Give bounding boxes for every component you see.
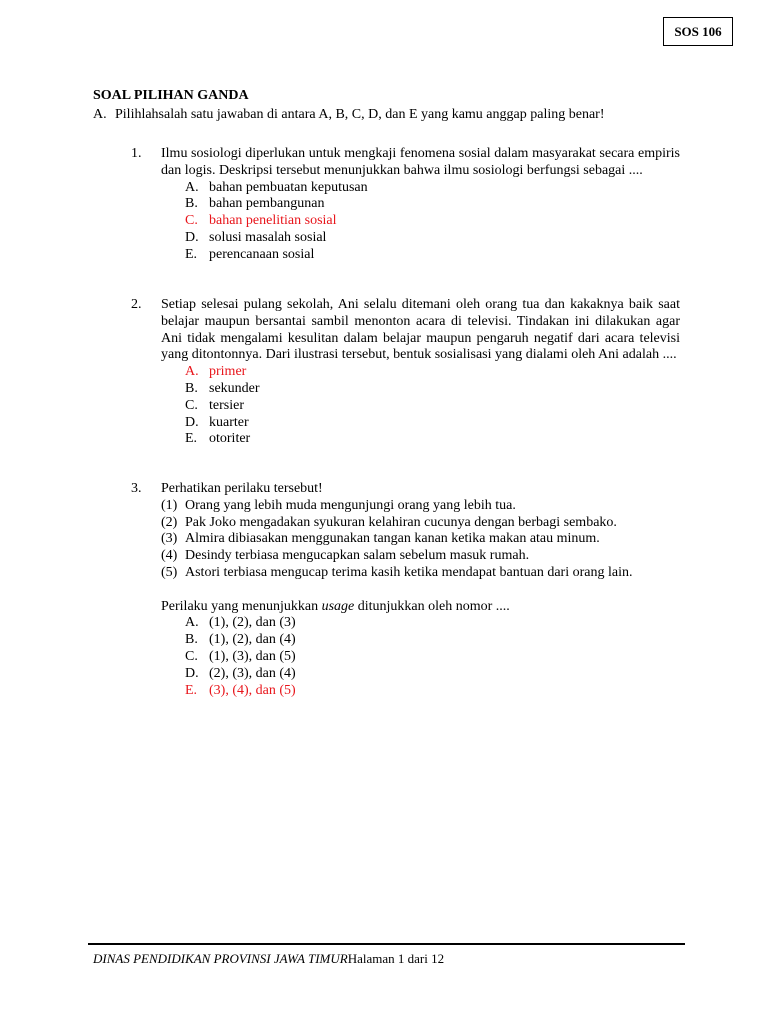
option-d: D. solusi masalah sosial — [185, 229, 327, 245]
instruction-text: Pilihlahsalah satu jawaban di antara A, B, C, D, dan E yang kamu anggap paling benar! — [115, 107, 605, 122]
footer-page: Halaman 1 dari 12 — [347, 951, 445, 966]
option-a: A. bahan pembuatan keputusan — [185, 179, 368, 195]
question-3 — [131, 481, 680, 699]
instruction — [93, 107, 604, 123]
question-number: 1. — [131, 146, 142, 161]
option-e: E. otoriter — [185, 431, 251, 447]
question-text: Perhatikan perilaku tersebut! — [161, 481, 323, 496]
usage-term: usage — [321, 598, 355, 614]
option-list — [185, 615, 680, 699]
option-c: C. (1), (3), dan (5) — [185, 648, 296, 664]
option-d: D. (2), (3), dan (4) — [185, 665, 296, 681]
question-text: Ilmu sosiologi diperlukan untuk mengkaji fenomena sosial dalam masyarakat secara empiris dan logis. Deskripsi tersebut menunjukkan bahwa ilmu sosiologi berfungsi sebagai .... — [161, 146, 680, 178]
question-number: 2. — [131, 297, 142, 312]
document-code: SOS 106 — [663, 17, 733, 46]
option-b: B. bahan pembangunan — [185, 196, 325, 212]
question-prompt: Perilaku yang menunjukkan usage ditunjukkan oleh nomor .... — [161, 598, 510, 614]
option-c-answer: C. bahan penelitian sosial — [185, 213, 337, 229]
statement-5: (5) Astori terbiasa mengucap terima kasih ketika mendapat bantuan dari orang lain. — [161, 564, 633, 580]
option-e-answer: E. (3), (4), dan (5) — [185, 682, 296, 698]
statement-list — [161, 498, 680, 582]
question-number: 3. — [131, 481, 142, 496]
section-title: SOAL PILIHAN GANDA — [93, 88, 249, 103]
statement-3: (3) Almira dibiasakan menggunakan tangan kanan ketika makan atau minum. — [161, 531, 600, 547]
question-1 — [131, 146, 680, 264]
footer — [93, 951, 444, 967]
option-a: A. (1), (2), dan (3) — [185, 615, 296, 631]
statement-4: (4) Desindy terbiasa mengucapkan salam sebelum masuk rumah. — [161, 548, 530, 564]
option-b: B. (1), (2), dan (4) — [185, 632, 296, 648]
option-c: C. tersier — [185, 397, 244, 413]
statement-2: (2) Pak Joko mengadakan syukuran kelahiran cucunya dengan berbagi sembako. — [161, 514, 617, 530]
option-list — [185, 364, 680, 448]
option-d: D. kuarter — [185, 414, 249, 430]
option-e: E. perencanaan sosial — [185, 246, 315, 262]
option-a-answer: A. primer — [185, 364, 247, 380]
question-text: Setiap selesai pulang sekolah, Ani selalu ditemani oleh orang tua dan kakaknya baik saat belajar maupun bersantai sambil menonton acara di televisi. Tindakan ini dilakukan agar Ani tidak mengalami kesulitan dalam belajar maupun pengaruh negatif dari acara televisi yang ditontonnya. Dari ilustrasi tersebut, bentuk sosialisasi yang dialami oleh Ani adalah .... — [161, 297, 680, 363]
question-2 — [131, 297, 680, 448]
statement-1: (1) Orang yang lebih muda mengunjungi orang yang lebih tua. — [161, 497, 516, 513]
instruction-letter: A. — [93, 107, 107, 122]
footer-agency: DINAS PENDIDIKAN PROVINSI JAWA TIMUR — [93, 951, 348, 966]
option-list — [185, 180, 680, 264]
option-b: B. sekunder — [185, 380, 260, 396]
footer-divider — [88, 943, 685, 945]
